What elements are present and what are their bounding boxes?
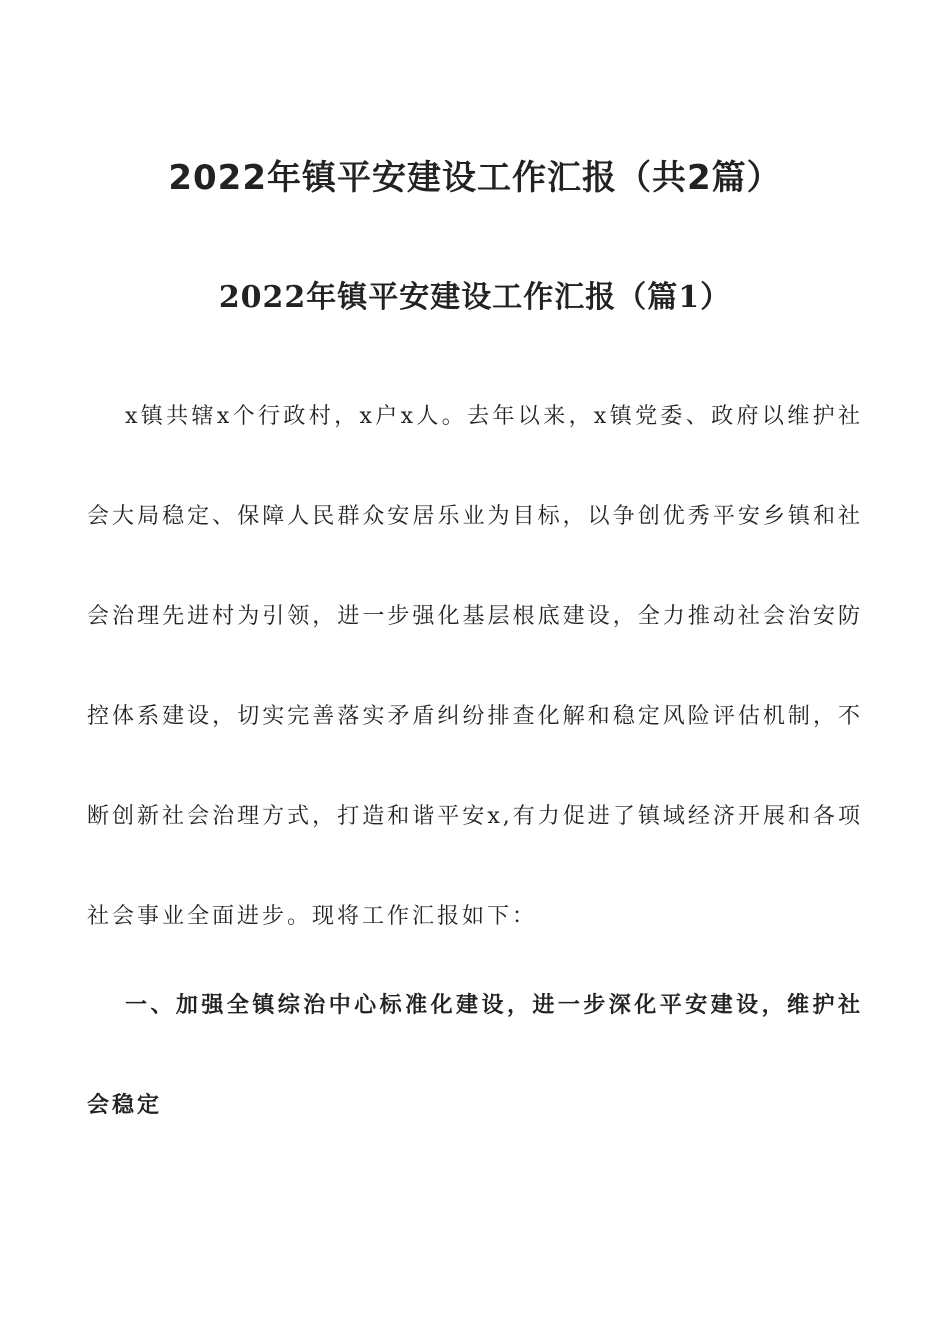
- document-title: 2022年镇平安建设工作汇报（共2篇）: [168, 158, 782, 198]
- section-heading-1: 一、加强全镇综治中心标准化建设，进一步深化平安建设，维护社会稳定: [87, 993, 863, 1118]
- document-subtitle: 2022年镇平安建设工作汇报（篇1）: [218, 280, 732, 315]
- intro-paragraph: x镇共辖x个行政村，x户x人。去年以来，x镇党委、政府以维护社会大局稳定、保障人民群众安居乐业为目标，以争创优秀平安乡镇和社会治理先进村为引领，进一步强化基层根底建设，全力推动社会治安防控体系建设，切实完善落实矛盾纠纷排查化解和稳定风险评估机制，不断创新社会治理方式，打造和谐平安x,有力促进了镇域经济开展和各项社会事业全面进步。现将工作汇报如下：: [87, 404, 863, 929]
